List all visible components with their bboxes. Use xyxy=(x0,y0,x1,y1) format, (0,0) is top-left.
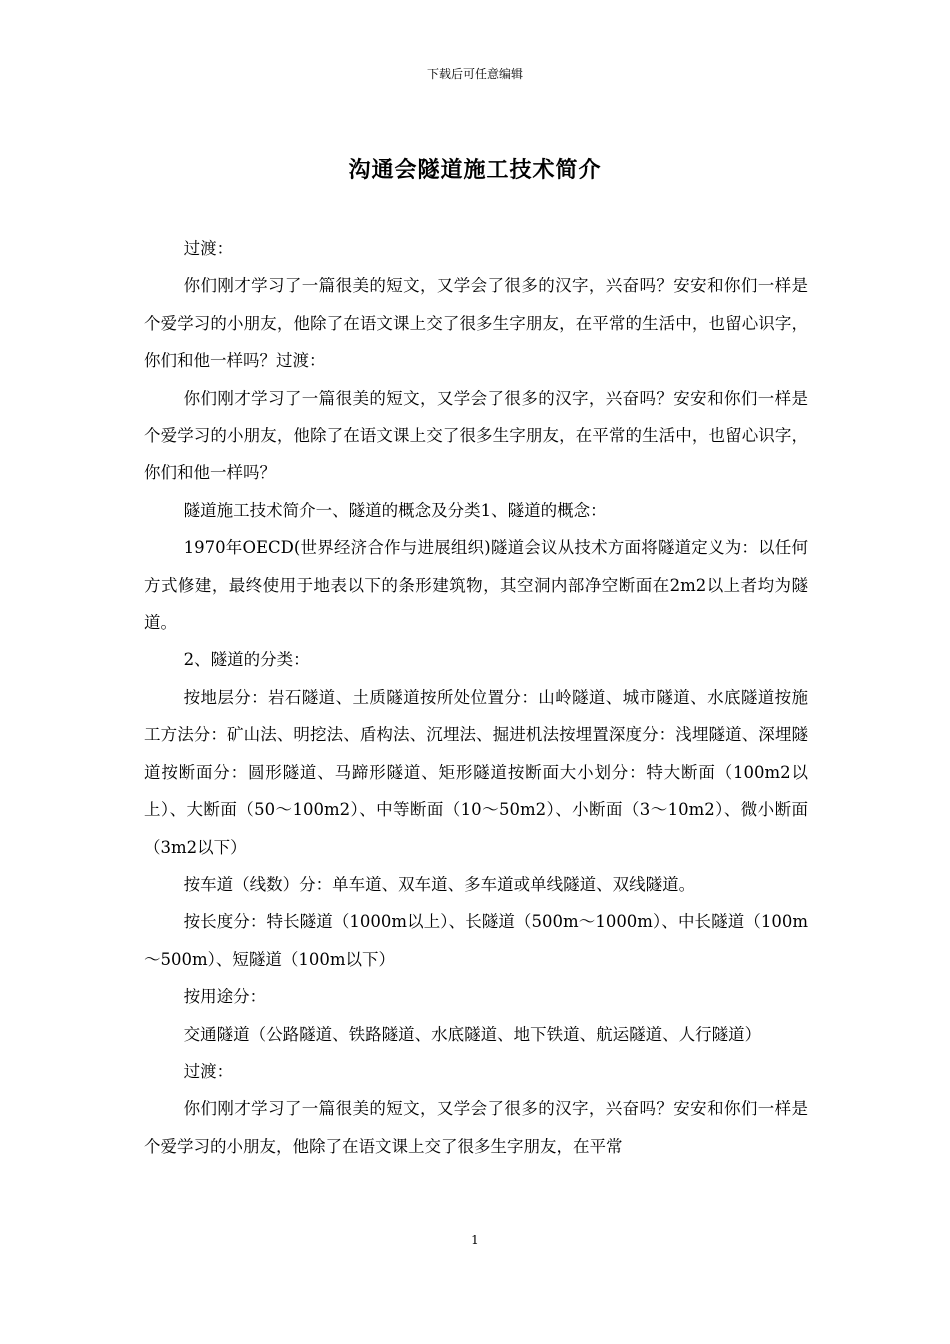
paragraph: 隧道施工技术简介一、隧道的概念及分类1、隧道的概念： xyxy=(183,500,607,520)
header-note: 下载后可任意编辑 xyxy=(426,67,523,81)
paragraph: 按地层分：岩石隧道、土质隧道按所处位置分：山岭隧道、城市隧道、水底隧道按施工方法分：矿山法、明挖法、盾构法、沉埋法、掘进机法按埋置深度分：浅埋隧道、深埋隧道按断面分：圆形隧道、马蹄形隧道、矩形隧道按断面大小划分：特大断面（100m2以上）、大断面（50～100m2）、中等断面（10～50m2）、小断面（3～10m2）、微小断面（3m2以下） xyxy=(144,687,808,857)
paragraph: 你们刚才学习了一篇很美的短文，又学会了很多的汉字，兴奋吗？安安和你们一样是个爱学习的小朋友，他除了在语文课上交了很多生字朋友，在平常的生活中，也留心识字，你们和他一样吗？过渡： xyxy=(144,276,808,371)
paragraph: 你们刚才学习了一篇很美的短文，又学会了很多的汉字，兴奋吗？安安和你们一样是个爱学习的小朋友，他除了在语文课上交了很多生字朋友，在平常的生活中，也留心识字，你们和他一样吗？ xyxy=(144,388,808,483)
paragraph: 过渡： xyxy=(183,239,234,258)
paragraph: 交通隧道（公路隧道、铁路隧道、水底隧道、地下铁道、航运隧道、人行隧道） xyxy=(183,1024,762,1044)
document-title: 沟通会隧道施工技术简介 xyxy=(348,157,602,183)
paragraph: 1970年OECD(世界经济合作与进展组织)隧道会议从技术方面将隧道定义为：以任何方式修建，最终使用于地表以下的条形建筑物，其空洞内部净空断面在2m2以上者均为隧道。 xyxy=(144,538,808,633)
page-number: 1 xyxy=(471,1233,479,1247)
paragraph: 按车道（线数）分：单车道、双车道、多车道或单线隧道、双线隧道。 xyxy=(183,874,696,894)
document-body xyxy=(144,230,808,1165)
paragraph: 按用途分： xyxy=(183,987,267,1007)
paragraph: 2、隧道的分类： xyxy=(183,650,310,670)
paragraph: 你们刚才学习了一篇很美的短文，又学会了很多的汉字，兴奋吗？安安和你们一样是个爱学习的小朋友，他除了在语文课上交了很多生字朋友，在平常 xyxy=(144,1099,808,1156)
paragraph: 按长度分：特长隧道（1000m以上）、长隧道（500m～1000m）、中长隧道（100m～500m）、短隧道（100m以下） xyxy=(144,912,808,969)
paragraph: 过渡： xyxy=(183,1061,234,1081)
